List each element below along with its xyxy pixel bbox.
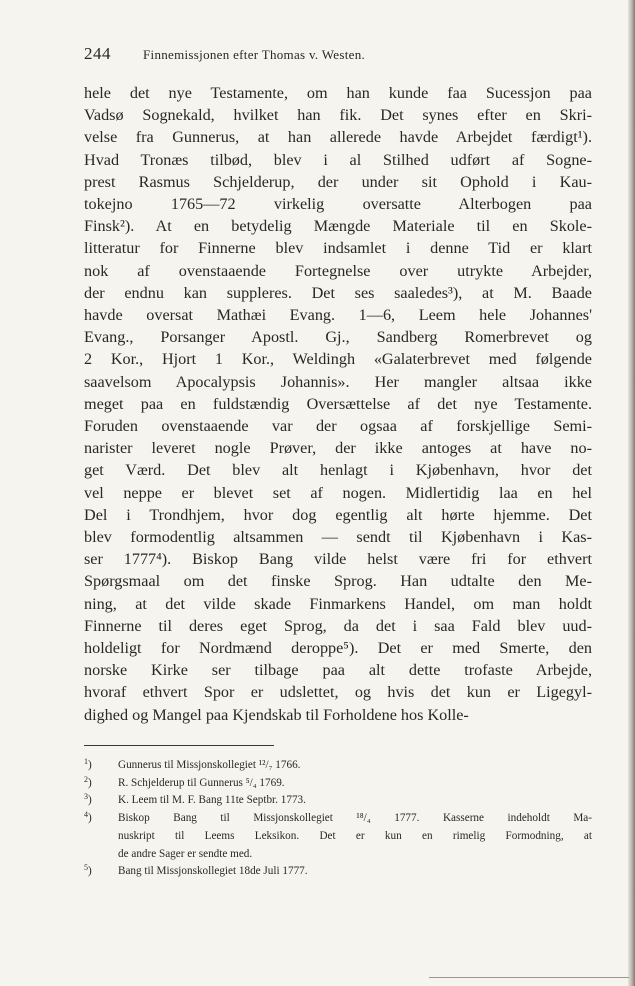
footnote-mark: $^5$): [84, 863, 92, 878]
text-line: Spørgsmaal om det finske Sprog. Han udtalte den Me-: [84, 572, 592, 591]
text-line: 2 Kor., Hjort 1 Kor., Weldingh «Galaterbrevet med følgende: [84, 350, 592, 369]
text-line: blev formodentlig altsammen — sendt til Kjøbenhavn i Kas-: [84, 528, 592, 547]
footnote: [84, 810, 592, 863]
text-line: tokejno 1765—72 virkelig oversatte Alterbogen paa: [84, 195, 592, 214]
text-line: norske Kirke ser tilbage paa alt dette trofaste Arbejde,: [84, 661, 592, 680]
footnote: [84, 792, 592, 810]
text-line: nok af ovenstaaende Fortegnelse over utrykte Arbejder,: [84, 261, 592, 280]
footnote-mark: $^3$): [84, 792, 92, 807]
text-line: hele det nye Testamente, om han kunde faa Sucessjon paa: [84, 84, 592, 102]
text-line: ning, at det vilde skade Finmarkens Handel, om man holdt: [84, 594, 592, 613]
text-line: Evang., Porsanger Apostl. Gj., Sandberg Romerbrevet og: [84, 328, 592, 347]
footnote-line: K. Leem til M. F. Bang 11te Septbr. 1773.: [118, 794, 306, 807]
text-line: Hvad Tronæs tilbød, blev i al Stilhed udført af Sogne-: [84, 150, 592, 169]
text-line: meget paa en fuldstændig Oversættelse af det nye Testamente.: [84, 394, 592, 413]
text-line: Finsk²). At en betydelig Mængde Materiale til en Skole-: [84, 217, 592, 236]
footnote-line: Bang til Missjonskollegiet 18de Juli 1777.: [118, 865, 308, 878]
text-line: Vadsø Sognekald, hvilket han fik. Det synes efter en Skri-: [84, 106, 592, 125]
page-edge: [628, 0, 635, 986]
footnote: [84, 775, 592, 793]
footnote-rule: [84, 745, 274, 746]
text-line: velse fra Gunnerus, at han allerede havde Arbejdet færdigt¹).: [84, 128, 592, 147]
text-line: vel neppe er blevet set af nogen. Midlertidig laa en hel: [84, 483, 592, 502]
text-line: hvoraf ethvert Spor er udslettet, og hvis det kun er Ligegyl-: [84, 683, 592, 702]
text-line: get Værd. Det blev alt henlagt i Kjøbenhavn, hvor det: [84, 461, 592, 480]
text-line: Finnerne til deres eget Sprog, da det i saa Fald blev uud-: [84, 616, 592, 635]
text-line: saavelsom Apocalypsis Johannis». Her mangler altsaa ikke: [84, 372, 592, 391]
footnote-mark: $^4$): [84, 810, 92, 825]
footnote-text: [118, 792, 592, 810]
text-line: prest Rasmus Schjelderup, der under sit Ophold i Kau-: [84, 172, 592, 191]
footnote-line: Biskop Bang til Missjonskollegiet ¹⁸/₄ 1777. Kasserne indeholdt Ma-: [118, 812, 592, 825]
footnote-line: de andre Sager er sendte med.: [118, 847, 253, 860]
footnotes: [84, 757, 592, 881]
footnote: [84, 757, 592, 775]
text-line: holdeligt for Nordmænd deroppe⁵). Det er med Smerte, den: [84, 639, 592, 658]
footnote-line: nuskript til Leems Leksikon. Det er kun en rimelig Formodning, at: [118, 829, 592, 842]
running-title: Finnemissjonen efter Thomas v. Westen.: [143, 47, 366, 62]
footnote: [84, 863, 592, 881]
footnote-mark: $^1$): [84, 757, 92, 771]
text-line: dighed og Mangel paa Kjendskab til Forholdene hos Kolle-: [84, 705, 469, 724]
page-fold-line: [429, 977, 629, 978]
footnote-text: [118, 775, 592, 793]
footnote-text: [118, 863, 592, 881]
text-line: der endnu kan suppleres. Det ses saaledes³), at M. Baade: [84, 283, 592, 302]
text-line: narister leveret nogle Prøver, der ikke antoges at have no-: [84, 439, 592, 458]
text-line: havde oversat Mathæi Evang. 1—6, Leem hele Johannes': [84, 306, 592, 325]
footnote-line: Gunnerus til Missjonskollegiet ¹²/₇ 1766.: [118, 759, 301, 771]
text-line: Del i Trondhjem, hvor dog egentlig alt hørte hjemme. Det: [84, 505, 592, 524]
footnote-mark: $^2$): [84, 774, 92, 789]
text-line: litteratur for Finnerne blev indsamlet i denne Tid er klart: [84, 239, 592, 258]
text-line: ser 1777⁴). Biskop Bang vilde helst være fri for ethvert: [84, 550, 592, 569]
footnote-line: R. Schjelderup til Gunnerus ⁵/₄ 1769.: [118, 776, 285, 789]
text-line: Foruden ovenstaaende var der ogsaa af forskjellige Semi-: [84, 417, 592, 436]
footnote-text: [118, 757, 592, 775]
footnote-text: [118, 810, 592, 863]
page-header: [84, 44, 574, 64]
body-text: [84, 82, 592, 726]
page-number: 244: [84, 44, 111, 63]
